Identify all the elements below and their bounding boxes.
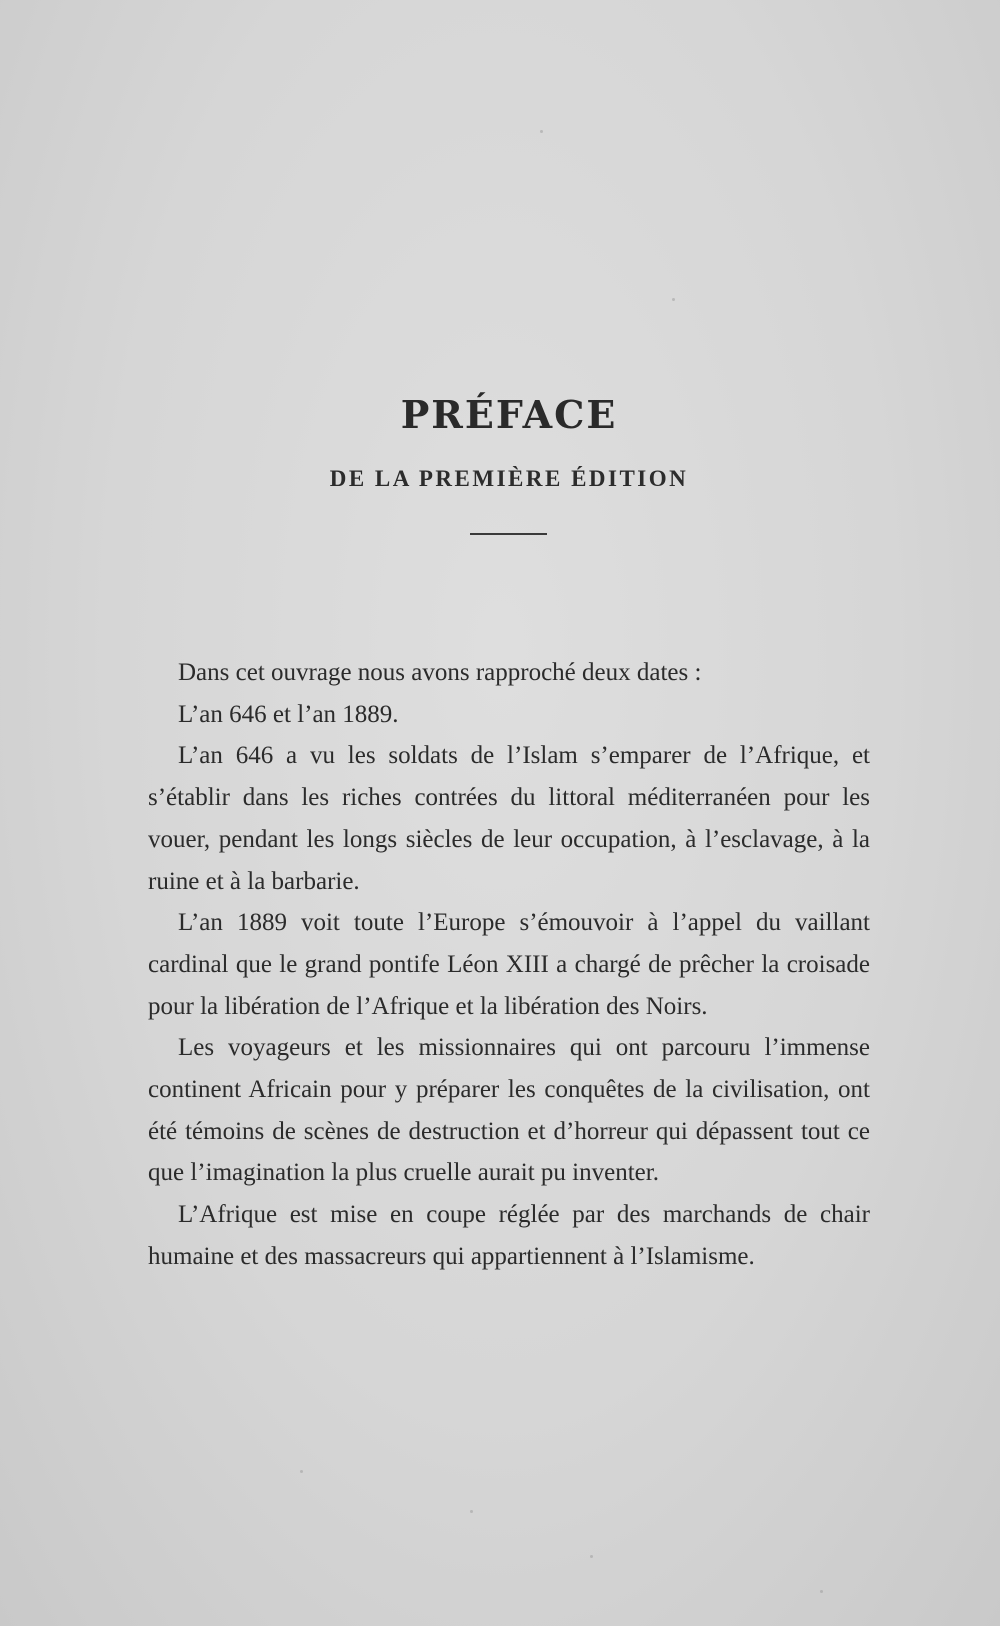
paragraph: L’Afrique est mise en coupe réglée par des marchands de chair humaine et des massacreurs qui appartiennent à l’Islamisme.: [148, 1201, 870, 1270]
title-divider: [470, 533, 547, 535]
paragraph: Dans cet ouvrage nous avons rapproché deux dates :: [178, 659, 702, 686]
paper-speck: [590, 1555, 593, 1558]
paper-speck: [470, 1510, 473, 1513]
paragraph: L’an 646 et l’an 1889.: [178, 700, 399, 728]
paragraph: L’an 1889 voit toute l’Europe s’émouvoir à l’appel du vaillant cardinal que le grand pontife Léon XIII a chargé de prêcher la croisade pour la libération de l’Afrique et la libération des Noirs.: [148, 909, 870, 1020]
paper-speck: [540, 130, 543, 133]
page-subtitle: DE LA PREMIÈRE ÉDITION: [329, 466, 689, 491]
paper-speck: [300, 1470, 303, 1473]
paragraph: Les voyageurs et les missionnaires qui ont parcouru l’immense continent Africain pour y préparer les conquêtes de la civilisation, ont été témoins de scènes de destruction et d’horreur qui dépassent tout ce que l’imagination la plus cruelle aurait pu inventer.: [148, 1034, 870, 1187]
page-title: PRÉFACE: [400, 392, 618, 437]
paragraph: L’an 646 a vu les soldats de l’Islam s’emparer de l’Afrique, et s’établir dans les riches contrées du littoral méditerranéen pour les vouer, pendant les longs siècles de leur occupation, à l’esclavage, à la ruine et à la barbarie.: [148, 742, 870, 895]
preface-body: [148, 652, 870, 1278]
paper-speck: [820, 1590, 823, 1593]
paper-speck: [672, 298, 675, 301]
